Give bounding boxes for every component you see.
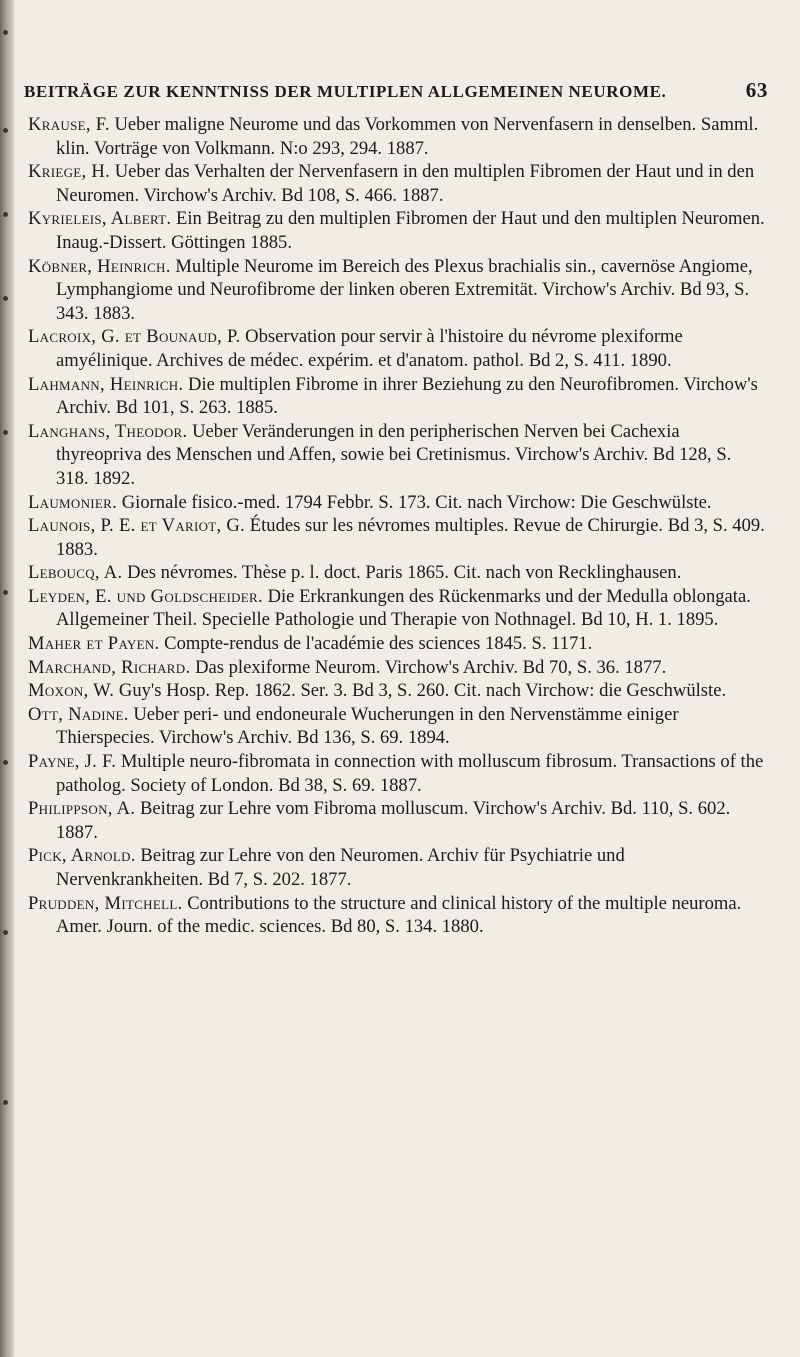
entry-text: Ueber peri- und endoneurale Wucherungen in den Nervenstämme einiger Thierspecies. Virchow's Archiv. Bd 136, S. 69. 1894. [56,703,679,749]
entry-author: Marchand, Richard. [28,656,191,678]
entry-author: Philippson, A. [28,798,136,820]
entry-author: Langhans, Theodor. [28,420,188,442]
entry-text: Guy's Hosp. Rep. 1862. Ser. 3. Bd 3, S. 260. Cit. nach Virchow: die Geschwülste. [118,680,727,702]
entry-author: Krause, F. [28,114,110,135]
bibliography-entry [28,160,768,207]
entry-text: Études sur les névromes multiples. Revue de Chirurgie. Bd 3, S. 409. 1883. [56,515,765,560]
entry-text: Ueber maligne Neurome und das Vorkommen von Nervenfasern in denselben. Samml. klin. Vorträge von Volkmann. N:o 293, 294. 1887. [56,114,759,159]
binding-mark [3,930,8,935]
entry-author: Payne, J. F. [28,751,117,773]
entry-author: Leboucq, A. [28,562,123,584]
entry-author: Lahmann, Heinrich. [28,373,184,395]
bibliography-entry [28,207,768,254]
entry-text: Ein Beitrag zu den multiplen Fibromen der Haut und den multiplen Neuromen. Inaug.-Dissert. Göttingen 1885. [56,208,765,253]
bibliography-entry [28,750,768,797]
bibliography-entry [28,514,768,561]
entry-text: Ueber Veränderungen in den peripherischen Nerven bei Cachexia thyreopriva des Menschen und Affen, sowie bei Cretinismus. Virchow's Archiv. Bd 128, S. 318. 1892. [56,420,732,489]
page-number: 63 [745,78,768,102]
entry-author: Prudden, Mitchell. [28,892,183,914]
entry-text: Die multiplen Fibrome in ihrer Beziehung zu den Neurofibromen. Virchow's Archiv. Bd 101, S. 263. 1885. [56,373,758,419]
bibliography-entry [28,892,768,939]
entry-text: Ueber das Verhalten der Nervenfasern in den multiplen Fibromen der Haut und in den Neuromen. Virchow's Archiv. Bd 108, S. 466. 1887. [56,161,755,206]
entry-author: Laumonier. [28,491,118,513]
bibliography-entry [28,679,768,703]
entry-author: Köbner, Heinrich. [28,255,171,277]
bibliography-entry [28,632,768,656]
entry-author: Launois, P. E. et Variot, G. [28,515,246,537]
entry-text: Des névromes. Thèse p. l. doct. Paris 1865. Cit. nach von Recklinghausen. [127,562,682,584]
entry-author: Pick, Arnold. [28,845,136,867]
entry-text: Compte-rendus de l'académie des sciences 1845. S. 1171. [164,633,593,655]
entry-author: Ott, Nadine. [28,703,129,725]
binding-mark [3,296,8,301]
entry-text: Observation pour servir à l'histoire du névrome plexiforme amyélinique. Archives de médec. expérim. et d'anatom. pathol. Bd 2, S. 411. 1890. [56,326,683,371]
binding-mark [3,590,8,595]
entry-text: Giornale fisico.-med. 1794 Febbr. S. 173. Cit. nach Virchow: Die Geschwülste. [121,491,712,513]
bibliography-entry [28,325,768,372]
bibliography-entry [28,373,768,420]
entry-author: Kyrieleis, Albert. [28,208,172,230]
bibliography-entry [28,844,768,891]
entry-text: Die Erkrankungen des Rückenmarks und der Medulla oblongata. Allgemeiner Theil. Specielle Pathologie und Therapie von Nothnagel. Bd 10, H. 1. 1895. [56,585,751,631]
binding-mark [3,30,8,35]
running-header [24,78,768,103]
entry-text: Beitrag zur Lehre von den Neuromen. Archiv für Psychiatrie und Nervenkrankheiten. Bd 7, S. 202. 1877. [56,845,625,890]
book-spine-edge [0,0,14,1357]
binding-mark [3,760,8,765]
entry-text: Das plexiforme Neurom. Virchow's Archiv. Bd 70, S. 36. 1877. [195,656,667,678]
entry-text: Contributions to the structure and clinical history of the multiple neuroma. Amer. Journ. of the medic. sciences. Bd 80, S. 134. 1880. [56,892,742,938]
binding-mark [3,1100,8,1105]
entry-author: Leyden, E. und Goldscheider. [28,585,263,607]
bibliography-list [28,113,768,939]
bibliography-entry [28,797,768,844]
entry-author: Kriege, H. [28,161,111,183]
entry-text: Multiple neuro-fibromata in connection with molluscum fibrosum. Transactions of the patholog. Society of London. Bd 38, S. 69. 1887. [56,751,764,796]
entry-author: Moxon, W. [28,680,115,702]
entry-text: Beitrag zur Lehre vom Fibroma molluscum. Virchow's Archiv. Bd. 110, S. 602. 1887. [56,798,731,843]
bibliography-entry [28,703,768,750]
binding-mark [3,430,8,435]
bibliography-entry [28,491,768,515]
bibliography-entry [28,255,768,326]
binding-mark [3,212,8,217]
binding-mark [3,128,8,133]
entry-text: Multiple Neurome im Bereich des Plexus brachialis sin., cavernöse Angiome, Lymphangiome und Neurofibrome der linken oberen Extremität. Virchow's Archiv. Bd 93, S. 343. 1883. [56,255,753,324]
bibliography-entry [28,585,768,632]
entry-author: Lacroix, G. et Bounaud, P. [28,326,241,348]
bibliography-entry [28,420,768,491]
bibliography-entry [28,113,768,160]
bibliography-entry [28,656,768,680]
bibliography-entry [28,561,768,585]
running-title: BEITRÄGE ZUR KENNTNISS DER MULTIPLEN ALLGEMEINEN NEUROME. [24,82,667,101]
entry-author: Maher et Payen. [28,633,160,655]
